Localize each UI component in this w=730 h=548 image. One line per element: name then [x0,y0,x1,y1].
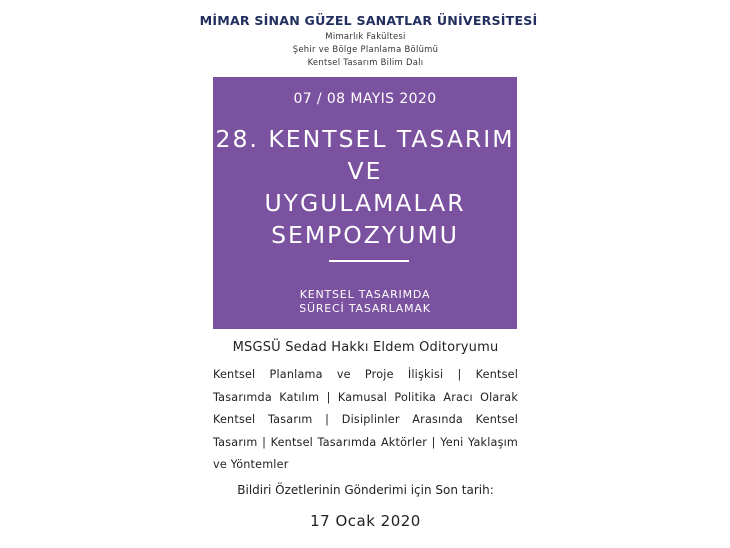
symposium-title [213,123,517,251]
deadline-label: Bildiri Özetlerinin Gönderimi için Son tarih: [237,483,494,497]
title-line: SEMPOZYUMU [271,221,459,249]
department-name: Şehir ve Bölge Planlama Bölümü [292,44,439,54]
symposium-panel [213,77,517,329]
theme-subtitle [213,288,517,316]
venue: MSGSÜ Sedad Hakkı Eldem Oditoryumu [232,340,499,355]
university-name: MİMAR SİNAN GÜZEL SANATLAR ÜNİVERSİTESİ [199,12,538,28]
title-line: VE [347,157,383,185]
subtitle-line: SÜRECİ TASARLAMAK [299,302,431,315]
title-line: 28. KENTSEL TASARIM [215,125,515,153]
title-line: UYGULAMALAR [264,189,466,217]
topics-list: Kentsel Planlama ve Proje İlişkisi | Kentsel Tasarımda Katılım | Kamusal Politika Aracı Olarak Kentsel Tasarım | Disiplinler Arasında Kentsel Tasarım | Kentsel Tasarımda Aktörler | Yeni Yaklaşım ve Yöntemler [213,368,518,471]
deadline-date: 17 Ocak 2020 [310,512,421,530]
divider [329,260,409,262]
division-name: Kentsel Tasarım Bilim Dalı [307,57,424,67]
subtitle-line: KENTSEL TASARIMDA [299,288,431,301]
faculty-name: Mimarlık Fakültesi [325,31,406,41]
university-row [199,10,538,30]
event-date: 07 / 08 MAYIS 2020 [293,91,437,107]
header [199,10,538,69]
